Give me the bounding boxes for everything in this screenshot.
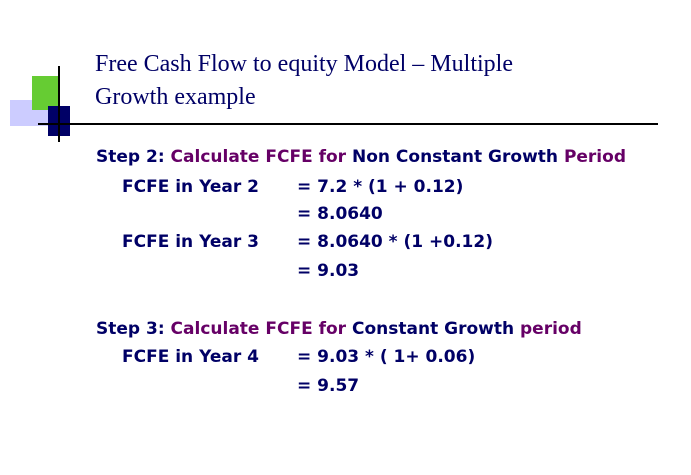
decorative-vertical-line — [58, 66, 60, 142]
step-2-post: Period — [563, 147, 626, 167]
step-2-label: Step 2: — [96, 147, 165, 167]
decorative-green-block — [32, 76, 60, 110]
step-2-row-2-value: = 8.0640 — [297, 204, 383, 224]
slide-title-line-1: Free Cash Flow to equity Model – Multiple — [95, 51, 513, 77]
step-2-row-1-label: FCFE in Year 2 — [122, 177, 259, 197]
step-2-row-3-label: FCFE in Year 3 — [122, 232, 259, 252]
step-3-post: period — [520, 319, 582, 339]
step-2-pre: Calculate FCFE for — [170, 147, 347, 167]
step-2-mid: Non Constant Growth — [352, 147, 559, 167]
step-2-row-3-value: = 8.0640 * (1 +0.12) — [297, 232, 493, 252]
step-3-row-2-value: = 9.57 — [297, 376, 360, 396]
title-divider — [38, 123, 658, 125]
slide-title-line-2: Growth example — [95, 84, 256, 110]
step-3-row-1-label: FCFE in Year 4 — [122, 347, 259, 367]
step-3-label: Step 3: — [96, 319, 165, 339]
step-2-row-4-value: = 9.03 — [297, 261, 360, 281]
step-2-heading — [96, 147, 626, 167]
step-2-row-1-value: = 7.2 * (1 + 0.12) — [297, 177, 464, 197]
step-3-row-1-value: = 9.03 * ( 1+ 0.06) — [297, 347, 476, 367]
step-3-mid: Constant Growth — [352, 319, 515, 339]
step-3-pre: Calculate FCFE for — [170, 319, 347, 339]
slide-title — [95, 48, 513, 114]
step-3-heading — [96, 319, 582, 339]
